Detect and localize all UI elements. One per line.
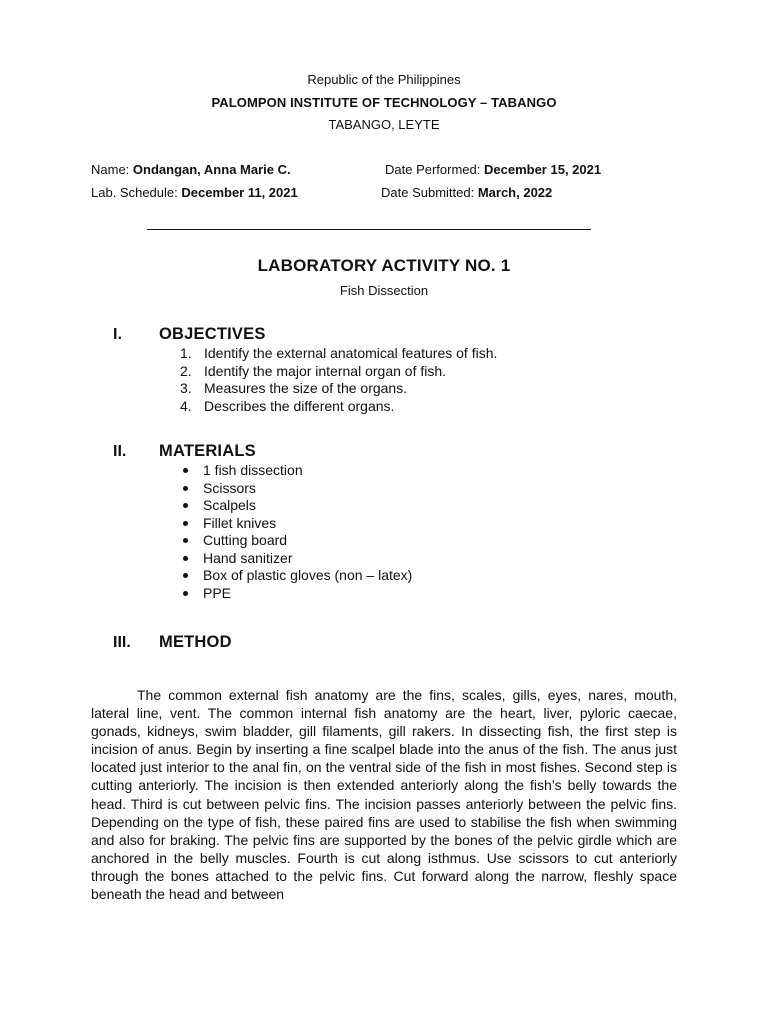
materials-number: II. [113,443,127,460]
name-label: Name: [91,162,133,177]
lab-schedule-field [91,185,298,200]
activity-subtitle: Fish Dissection [339,283,429,298]
bullet-icon [183,521,188,526]
method-heading: METHOD [159,633,232,651]
material-item: Scalpels [183,497,412,515]
header-country: Republic of the Philippines [307,72,461,87]
materials-heading: MATERIALS [159,442,256,460]
material-item: Scissors [183,480,412,498]
lab-schedule-value: December 11, 2021 [181,185,298,200]
name-value: Ondangan, Anna Marie C. [132,162,291,177]
bullet-icon [183,573,188,578]
objective-item: 4. Describes the different organs. [180,397,395,414]
date-performed-label: Date Performed: [385,162,484,177]
objective-item: 2. Identify the major internal organ of fish. [180,362,447,379]
objectives-list [180,345,497,415]
objectives-number: I. [113,326,122,343]
name-field [91,162,291,177]
objective-item: 1. Identify the external anatomical features of fish. [180,345,498,361]
header-divider [147,229,591,230]
material-item: PPE [183,585,412,603]
date-performed-value: December 15, 2021 [484,162,602,177]
bullet-icon [183,486,188,491]
method-number: III. [113,634,131,651]
date-submitted-value: March, 2022 [477,185,553,200]
material-item: 1 fish dissection [183,462,412,480]
bullet-icon [183,468,188,473]
objectives-heading: OBJECTIVES [159,325,266,343]
date-submitted-field [381,185,552,200]
bullet-icon [183,503,188,508]
material-item: Fillet knives [183,515,412,533]
method-paragraph: The common external fish anatomy are the fins, scales, gills, eyes, nares, mouth, lateral line, vent. The common internal fish anatomy are the heart, liver, pyloric caecae, gonads, kidneys, swim bladder, gill filaments, gill rakers. In dissecting fish, the first step is incision of anus. Begin by inserting a fine scalpel blade into the anus of the fish. The anus just located just interior to the anal fin, on the ventral side of the fish in most fishes. Second step is cutting anteriorly. The incision is then extended anteriorly along the fish’s belly towards the head. Third is cut between pelvic fins. The incision passes anteriorly between the pelvic fins. Depending on the type of fish, these paired fins are used to stabilise the fish when swimming and also for braking. The pelvic fins are supported by the bones of the pelvic girdle which are anchored in the belly muscles. Fourth is cut along isthmus. Use scissors to cut anteriorly through the bones attached to the pelvic fins. Cut forward along the narrow, fleshly space beneath the head and between [91,687,677,903]
materials-list [183,462,412,602]
bullet-icon [183,591,188,596]
material-item: Hand sanitizer [183,550,412,568]
header-institution: PALOMPON INSTITUTE OF TECHNOLOGY – TABANGO [211,95,557,110]
objective-item: 3. Measures the size of the organs. [180,380,408,396]
date-submitted-label: Date Submitted: [381,185,478,200]
material-item: Box of plastic gloves (non – latex) [183,567,412,585]
bullet-icon [183,556,188,561]
activity-title: LABORATORY ACTIVITY NO. 1 [257,256,511,275]
bullet-icon [183,538,188,543]
lab-schedule-label: Lab. Schedule: [91,185,182,200]
date-performed-field [385,162,601,177]
material-item: Cutting board [183,532,412,550]
header-location: TABANGO, LEYTE [328,117,440,132]
